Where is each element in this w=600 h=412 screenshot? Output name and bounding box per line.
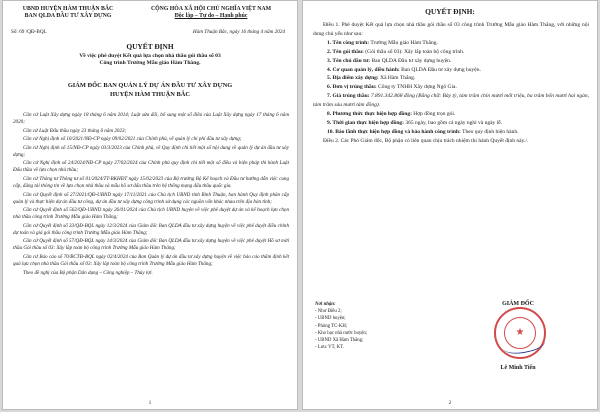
signature-block xyxy=(463,301,573,371)
recipient: - Phòng TC-KH; xyxy=(315,323,348,329)
item-label: 4. Cơ quan quản lý, điều hành: xyxy=(327,66,400,73)
decision-body xyxy=(313,21,589,146)
item-label: 10. Bảo lãnh thực hiện hợp đồng và bảo hành công trình: xyxy=(327,128,461,135)
item-label: 2. Tên gói thầu: xyxy=(327,48,364,55)
basis-paragraph: Căn cứ Quyết định số 27/2021/QĐ-UBND ngày 17/11/2021 của Chủ tịch UBND tỉnh Bình Thuận, ban hành Quy định phân cấp quản lý và thực hiện dự án đầu tư công, dự án đầu tư xây dựng công trình sử dụng các nguồn vốn khác nhau trên địa bàn tỉnh; xyxy=(13,191,289,205)
item-value: Theo quy định hiện hành. xyxy=(462,128,519,135)
org-line: BAN QLDA ĐẦU TƯ XÂY DỰNG xyxy=(24,13,112,19)
basis-paragraph: Căn cứ Quyết định số 33/QĐ-BQL ngày 12/3/2024 của Giám đốc Ban QLDA đầu tư xây dựng huyện về việc phê duyệt điều chỉnh dự toán và giá gói thầu công trình Trường Mẫu giáo Hàm Thắng; xyxy=(13,222,289,236)
page-number: 2 xyxy=(448,401,452,406)
decision-item xyxy=(313,128,589,137)
signer-name: Lê Minh Tiến xyxy=(500,365,536,371)
page-number: 1 xyxy=(148,401,152,406)
basis-paragraph: Theo đề nghị của Bộ phận Dân dụng – Công nghiệp – Thủy lợi. xyxy=(23,269,153,276)
document-page-1 xyxy=(2,0,298,410)
item-label: 3. Tên chủ đầu tư: xyxy=(327,57,371,64)
document-header xyxy=(9,6,291,36)
item-value: Trường Mẫu giáo Hàm Thắng. xyxy=(370,39,438,46)
legal-basis xyxy=(13,112,289,278)
item-label: 7. Giá trúng thầu: xyxy=(327,93,370,100)
basis-paragraph: Căn cứ Luật Xây dựng ngày 18 tháng 6 năm 2014; Luật sửa đổi, bổ sung một số điều của Luật Xây dựng ngày 17 tháng 6 năm 2020; xyxy=(13,112,289,125)
decision-subtitle xyxy=(3,53,297,67)
basis-paragraph: Căn cứ Nghị định số 24/2024/NĐ-CP ngày 27/02/2024 của Chính phủ quy định chi tiết một số điều và biện pháp thi hành Luật Đấu thầu về lựa chọn nhà thầu; xyxy=(13,160,289,174)
basis-paragraph: Căn cứ Thông tư Thông tư số 01/2024/TT-BKHĐT ngày 15/02/2023 của Bộ trưởng Bộ Kế hoạch và Đầu tư hướng dẫn việc cung cấp, đăng tải thông tin về lựa chọn nhà thầu và mẫu hồ sơ đấu thầu trên hệ thống mạng đấu thầu quốc gia. xyxy=(13,175,289,189)
item-label: 9. Thời gian thực hiện hợp đồng: xyxy=(327,119,404,126)
item-value: Hợp đồng trọn gói. xyxy=(413,111,456,118)
decision-item xyxy=(313,92,589,110)
item-value: Công ty TNHH Xây dựng Ngô Gia. xyxy=(378,84,457,91)
item-value: (Gói thầu số 03): Xây lắp toàn bộ công trình. xyxy=(365,48,465,55)
article-1-intro: Điều 1. Phê duyệt Kết quả lựa chọn nhà thầu gói thầu số 03 công trình Trường Mẫu giáo Hàm Thắng, với những nội dung chủ yếu như sau: xyxy=(313,22,589,37)
basis-paragraph: Căn cứ Quyết định số 562/QĐ-UBND ngày 26/01/2024 của Chủ tịch UBND huyện về việc phê duyệt dự án và kế hoạch lựa chọn nhà thầu công trình Trường Mẫu giáo Hàm Thắng; xyxy=(13,207,289,221)
issuing-organization xyxy=(9,6,127,20)
authority-line: HUYỆN HÀM THUẬN BẮC xyxy=(110,91,190,98)
recipient: - Lưu: VT, KT. xyxy=(315,345,344,351)
org-line: UBND HUYỆN HÀM THUẬN BẮC xyxy=(22,6,114,12)
item-value: 365 ngày, bao gồm cả ngày nghỉ và ngày lễ. xyxy=(405,119,503,126)
national-motto xyxy=(131,6,291,20)
item-value: Ban QLDA Đầu tư xây dựng huyện. xyxy=(401,66,481,73)
nation-line: CỘNG HÒA XÃ HỘI CHỦ NGHĨA VIỆT NAM xyxy=(150,6,272,12)
recipient: - UBND Xã Hàm Thắng; xyxy=(315,338,364,344)
item-label: 5. Địa điểm xây dựng: xyxy=(327,75,379,82)
recipient: - UBND huyện; xyxy=(315,316,346,322)
document-number: Số: 69 /QĐ-BQL xyxy=(11,29,47,35)
motto-line: Độc lập – Tự do – Hạnh phúc xyxy=(174,13,248,19)
decision-item xyxy=(313,66,589,75)
authority-line: GIÁM ĐỐC BAN QUẢN LÝ DỰ ÁN ĐẦU TƯ XÂY DỰNG xyxy=(67,82,233,89)
decision-item xyxy=(313,74,589,83)
item-value: 7.891.342.868 đồng (Bằng chữ: Bảy tỷ, tám trăm chín mươi mốt triệu, ba trăm bốn mươi hai ngàn, tám trăm sáu mươi tám đồng). xyxy=(313,93,589,109)
item-label: 6. Đơn vị trúng thầu: xyxy=(327,84,377,91)
subtitle-line: Về việc phê duyệt Kết quả lựa chọn nhà thầu gói thầu số 03 xyxy=(79,53,221,59)
authority-heading xyxy=(3,81,297,99)
basis-paragraph: Căn cứ Nghị định số 10/2021/NĐ-CP ngày 09/02/2021 của Chính phủ, về quản lý chi phí đầu tư xây dựng; xyxy=(23,136,242,143)
recipient: - Như Điều 2; xyxy=(315,309,342,315)
basis-paragraph: Căn cứ Quyết định số 57/QĐ-BQL ngày 14/3/2024 của Giám đốc Ban QLDA đầu tư xây dựng huyện về việc phê duyệt Hồ sơ mời thầu Gói thầu số 03: Xây lắp toàn bộ công trình Trường Mẫu giáo Hàm Thắng; xyxy=(13,238,289,252)
basis-paragraph: Căn cứ Báo cáo số 70/BCTĐ-BQL ngày 02/4/2024 của Ban Quản lý dự án đầu tư xây dựng huyện về việc báo cáo thẩm định kết quả lựa chọn nhà thầu Gói thầu số 03: Xây lắp toàn bộ công trình Trường Mẫu giáo Hàm Thắng; xyxy=(13,253,289,267)
decision-item xyxy=(313,110,589,119)
decision-item xyxy=(313,57,589,66)
decision-item xyxy=(313,83,589,92)
recipient: - Kho bạc nhà nước huyện; xyxy=(315,330,368,336)
item-value: Ban QLDA Đầu tư xây dựng huyện. xyxy=(371,57,452,64)
decision-item xyxy=(313,39,589,48)
article-2: Điều 2. Các Phó Giám đốc, Bộ phận có liên quan chịu trách nhiệm thi hành Quyết định này./. xyxy=(323,137,529,144)
official-stamp-icon: ★ xyxy=(494,307,546,359)
basis-paragraph: Căn cứ Nghị định số 15/NĐ-CP ngày 03/3/2023 của Chính phủ, về Quy định chi tiết một số nội dung về quản lý dự án đầu tư xây dựng; xyxy=(13,144,289,158)
decision-title: QUYẾT ĐỊNH xyxy=(126,42,174,51)
item-value: Xã Hàm Thắng. xyxy=(380,75,416,82)
decision-item xyxy=(313,48,589,57)
item-label: 1. Tên công trình: xyxy=(327,39,370,46)
recipients-heading: Nơi nhận: xyxy=(315,302,336,307)
decision-item xyxy=(313,119,589,128)
decision-heading: QUYẾT ĐỊNH: xyxy=(425,7,475,16)
document-date: Hàm Thuận Bắc, ngày 16 tháng 4 năm 2024 xyxy=(192,29,285,35)
document-page-2 xyxy=(302,0,598,410)
signer-role: GIÁM ĐỐC xyxy=(502,301,534,307)
subtitle-line: Công trình Trường Mẫu giáo Hàm Thắng. xyxy=(99,60,201,66)
item-label: 8. Phương thức thực hiện hợp đồng: xyxy=(327,111,412,118)
basis-paragraph: Căn cứ Luật Đấu thầu ngày 23 tháng 6 năm 2023; xyxy=(23,127,127,134)
recipients-list xyxy=(315,301,425,351)
